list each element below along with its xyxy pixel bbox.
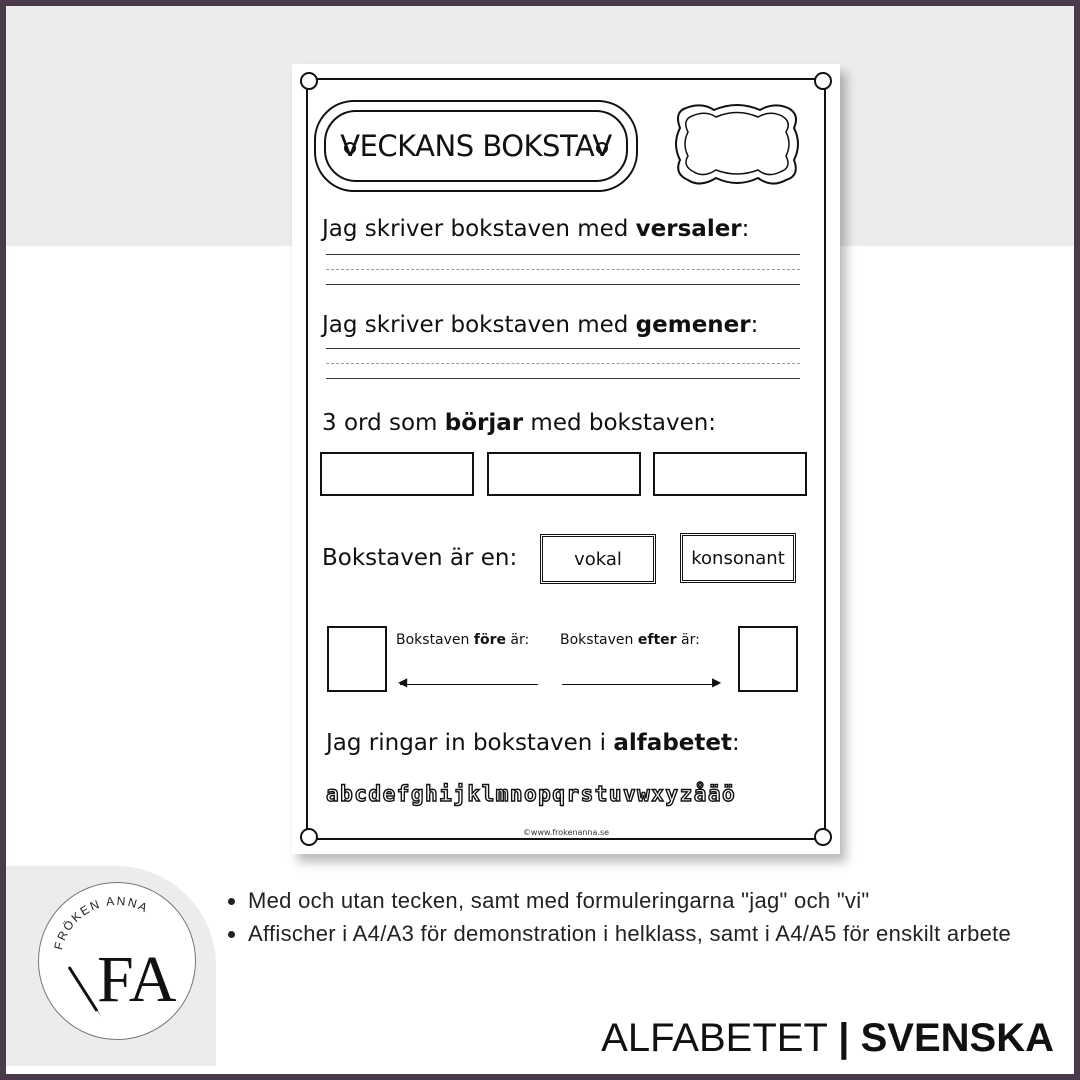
vowel-box: vokal — [540, 534, 656, 584]
letter-type-prompt: Bokstaven är en: — [322, 545, 518, 571]
lowercase-prompt: Jag skriver bokstaven med gemener: — [322, 312, 759, 338]
feature-list — [224, 884, 1052, 950]
word-box — [487, 452, 641, 496]
arrow-left-icon — [400, 684, 538, 685]
list-item: • Med och utan tecken, samt med formuleringarna "jag" och "vi" — [248, 884, 1052, 917]
svg-text:FA: FA — [97, 943, 177, 1016]
uppercase-prompt: Jag skriver bokstaven med versaler: — [322, 216, 750, 242]
arrow-right-head: ▶ — [712, 675, 722, 689]
letter-after-box — [738, 626, 798, 692]
alphabet-row: abcdefghijklmnopqrstuvwxyzåäö — [326, 782, 737, 806]
letter-after-label: Bokstaven efter är: — [560, 632, 700, 648]
copyright-url: ©www.frokenanna.se — [522, 828, 610, 837]
footer-category: ALFABETET — [601, 1016, 828, 1060]
consonant-box: konsonant — [680, 533, 796, 583]
letter-before-label: Bokstaven före är: — [396, 632, 530, 648]
three-words-prompt: 3 ord som börjar med bokstaven: — [322, 410, 717, 436]
footer-subject: SVENSKA — [860, 1016, 1054, 1060]
arrow-right-icon — [562, 684, 718, 685]
letter-label-frame — [672, 102, 802, 186]
writing-guide-line — [326, 363, 800, 364]
writing-line — [326, 348, 800, 349]
corner-ornament — [814, 72, 832, 90]
title-plaque — [314, 100, 638, 192]
alphabet-prompt: Jag ringar in bokstaven i alfabetet: — [326, 730, 740, 756]
word-box — [653, 452, 807, 496]
letter-before-box — [327, 626, 387, 692]
writing-line — [326, 254, 800, 255]
arrow-left-head: ◀ — [398, 675, 408, 689]
writing-guide-line — [326, 269, 800, 270]
writing-line — [326, 284, 800, 285]
froken-anna-logo — [38, 882, 196, 1040]
logo-icon — [39, 883, 195, 1039]
corner-ornament — [300, 72, 318, 90]
footer-title: ALFABETET | SVENSKA — [601, 1016, 1054, 1060]
writing-line — [326, 378, 800, 379]
worksheet-title: VECKANS BOKSTAV — [340, 129, 612, 163]
worksheet-page — [292, 64, 840, 854]
svg-text:FRÖKEN ANNA: FRÖKEN ANNA — [51, 893, 152, 952]
word-box — [320, 452, 474, 496]
list-item: • Affischer i A4/A3 för demonstration i helklass, samt i A4/A5 för enskilt arbete — [248, 917, 1052, 950]
